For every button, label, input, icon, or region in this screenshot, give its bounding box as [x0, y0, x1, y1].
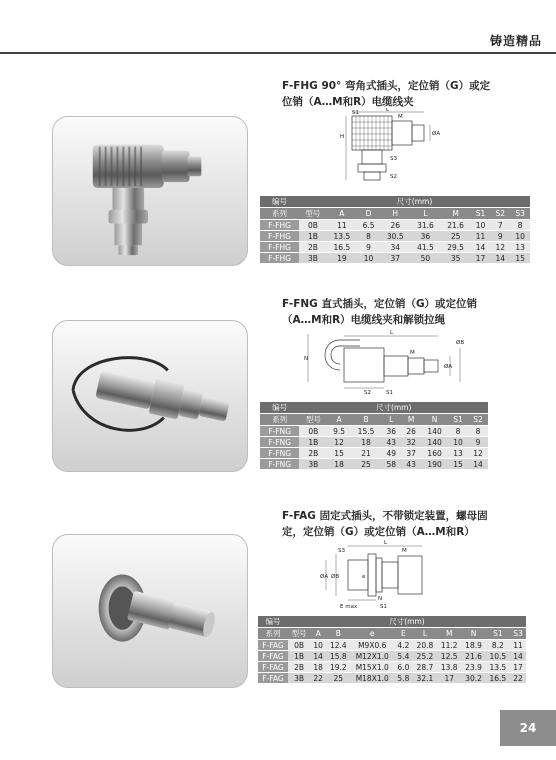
cell: 49	[381, 448, 401, 459]
cell: F-FHG	[260, 253, 299, 264]
col-header: A	[327, 414, 350, 426]
svg-text:S1: S1	[386, 390, 393, 396]
cell: 25	[351, 459, 381, 470]
product-photo-fng	[52, 320, 248, 472]
technical-drawing-fng	[300, 330, 470, 400]
col-header: L	[413, 628, 437, 640]
cell: 8	[468, 426, 488, 437]
cell: 12	[468, 448, 488, 459]
cell: 25.2	[413, 651, 437, 662]
cell: 29.5	[441, 242, 471, 253]
title-line: （A…M和R）电缆线夹和解锁拉绳	[282, 314, 446, 326]
svg-text:S2: S2	[364, 390, 371, 396]
cell: 5.8	[394, 673, 413, 684]
table-row	[260, 448, 488, 459]
cell: M9X0.6	[350, 640, 394, 651]
cell: 160	[421, 448, 448, 459]
cell: 22	[310, 673, 326, 684]
cell: 21	[351, 448, 381, 459]
col-header: L	[381, 414, 401, 426]
cell: F-FAG	[258, 673, 288, 684]
table-row	[258, 673, 526, 684]
cell: 12.5	[437, 651, 461, 662]
cell: 9	[357, 242, 380, 253]
cell: 15	[510, 253, 530, 264]
col-header: 型号	[288, 628, 310, 640]
table-row	[260, 426, 488, 437]
cell: 50	[410, 253, 440, 264]
svg-text:N: N	[304, 356, 309, 362]
spec-table-fag	[258, 616, 526, 684]
cell: 13	[510, 242, 530, 253]
svg-text:S3: S3	[338, 548, 345, 554]
cell: 18	[327, 459, 350, 470]
col-header: 系列	[258, 628, 288, 640]
cell: 19	[327, 253, 357, 264]
cell: 140	[421, 426, 448, 437]
cell: 4.2	[394, 640, 413, 651]
cell: 13.8	[437, 662, 461, 673]
cell: 3B	[288, 673, 310, 684]
table-corner-label: 编号	[260, 402, 299, 414]
cell: F-FAG	[258, 651, 288, 662]
cell: 2B	[288, 662, 310, 673]
cell: 12	[327, 437, 350, 448]
title-line: F-FAG 固定式插头，不带锁定装置，螺母固	[282, 510, 488, 522]
cell: M15X1.0	[350, 662, 394, 673]
col-header: 系列	[260, 414, 299, 426]
cell: 18.9	[461, 640, 485, 651]
technical-drawing-fhg	[332, 108, 472, 190]
svg-text:S2: S2	[390, 174, 397, 180]
cell: 140	[421, 437, 448, 448]
col-header: H	[380, 208, 410, 220]
cell: 58	[381, 459, 401, 470]
dimension-label: 尺寸(mm)	[299, 402, 488, 414]
cell: 14	[468, 459, 488, 470]
cell: F-FNG	[260, 426, 299, 437]
table-row	[260, 459, 488, 470]
cell: 1B	[299, 437, 327, 448]
col-header: S2	[490, 208, 510, 220]
cell: 8.2	[486, 640, 510, 651]
cell: 6.0	[394, 662, 413, 673]
cell: 34	[380, 242, 410, 253]
col-header: M	[441, 208, 471, 220]
title-line: 定，定位销（G）或定位销（A…M和R）	[282, 526, 475, 538]
table-row	[260, 242, 530, 253]
cell: 16.5	[327, 242, 357, 253]
svg-text:L: L	[390, 330, 394, 336]
cell: 36	[381, 426, 401, 437]
cell: 28.7	[413, 662, 437, 673]
cell: 32.1	[413, 673, 437, 684]
svg-text:E max: E max	[340, 604, 358, 610]
title-line: 位销（A…M和R）电缆线夹	[282, 96, 414, 108]
cell: 10	[510, 231, 530, 242]
svg-text:ØA: ØA	[432, 131, 441, 137]
cell: 43	[401, 459, 421, 470]
svg-text:M: M	[402, 548, 407, 554]
col-header: S1	[448, 414, 468, 426]
cell: 14	[510, 651, 526, 662]
cell: 22	[510, 673, 526, 684]
col-header: N	[461, 628, 485, 640]
table-corner-label: 编号	[260, 196, 299, 208]
cell: 14	[310, 651, 326, 662]
cell: 31.6	[410, 220, 440, 231]
cell: 8	[448, 426, 468, 437]
cell: F-FHG	[260, 220, 299, 231]
table-row	[258, 662, 526, 673]
section-title-fag	[282, 508, 488, 540]
table-row	[260, 231, 530, 242]
cell: 15.8	[326, 651, 350, 662]
svg-text:L: L	[384, 540, 388, 546]
cell: M18X1.0	[350, 673, 394, 684]
svg-text:ØA: ØA	[320, 574, 329, 580]
col-header: D	[357, 208, 380, 220]
cell: 15	[448, 459, 468, 470]
cell: 11	[510, 640, 526, 651]
cell: 36	[410, 231, 440, 242]
col-header: L	[410, 208, 440, 220]
technical-drawing-fag	[318, 538, 454, 612]
product-photo-fhg	[52, 116, 248, 266]
cell: 190	[421, 459, 448, 470]
spec-table-fhg	[260, 196, 530, 264]
col-header: 系列	[260, 208, 299, 220]
cell: 32	[401, 437, 421, 448]
cell: 10	[357, 253, 380, 264]
col-header: 型号	[299, 414, 327, 426]
cell: 2B	[299, 448, 327, 459]
cell: 41.5	[410, 242, 440, 253]
cell: 6.5	[357, 220, 380, 231]
col-header: B	[351, 414, 381, 426]
svg-text:M: M	[398, 114, 403, 120]
cell: 43	[381, 437, 401, 448]
spec-table-fng	[260, 402, 488, 470]
cell: 30.2	[461, 673, 485, 684]
cell: 26	[380, 220, 410, 231]
table-row	[260, 253, 530, 264]
table-row	[260, 437, 488, 448]
cell: F-FAG	[258, 662, 288, 673]
table-row	[258, 651, 526, 662]
cell: 9	[468, 437, 488, 448]
dimension-label: 尺寸(mm)	[288, 616, 526, 628]
col-header: A	[310, 628, 326, 640]
cell: 7	[490, 220, 510, 231]
cell: 26	[401, 426, 421, 437]
svg-text:H: H	[340, 134, 345, 140]
svg-text:ØA: ØA	[444, 364, 453, 370]
svg-text:M: M	[410, 350, 415, 356]
svg-text:ØB: ØB	[331, 574, 340, 580]
cell: 2B	[299, 242, 327, 253]
cell: 10	[448, 437, 468, 448]
cell: 37	[380, 253, 410, 264]
cell: 5.4	[394, 651, 413, 662]
cell: F-FHG	[260, 231, 299, 242]
cell: 12.4	[326, 640, 350, 651]
cell: 1B	[299, 231, 327, 242]
cell: 10.5	[486, 651, 510, 662]
top-rule	[0, 52, 556, 54]
svg-text:e: e	[362, 574, 366, 580]
cell: 10	[471, 220, 491, 231]
cell: 21.6	[441, 220, 471, 231]
cell: 11	[327, 220, 357, 231]
cell: 17	[510, 662, 526, 673]
section-title-fhg	[282, 78, 490, 110]
table-corner-label: 编号	[258, 616, 288, 628]
dimension-label: 尺寸(mm)	[299, 196, 530, 208]
col-header: S3	[510, 628, 526, 640]
cell: 19.2	[326, 662, 350, 673]
cell: 11.2	[437, 640, 461, 651]
cell: 15.5	[351, 426, 381, 437]
cell: 0B	[299, 426, 327, 437]
cell: 13.5	[327, 231, 357, 242]
cell: 30.5	[380, 231, 410, 242]
col-header: 型号	[299, 208, 327, 220]
title-line: F-FNG 直式插头，定位销（G）或定位销	[282, 298, 478, 310]
cell: 16.5	[486, 673, 510, 684]
cell: 12	[490, 242, 510, 253]
cell: 13.5	[486, 662, 510, 673]
cell: 3B	[299, 459, 327, 470]
cell: M12X1.0	[350, 651, 394, 662]
cell: 0B	[288, 640, 310, 651]
svg-text:ØB: ØB	[456, 340, 465, 346]
svg-text:S1: S1	[380, 604, 387, 610]
svg-text:S1: S1	[352, 110, 359, 116]
cell: 25	[441, 231, 471, 242]
table-row	[258, 640, 526, 651]
col-header: B	[326, 628, 350, 640]
col-header: S1	[486, 628, 510, 640]
cell: 20.8	[413, 640, 437, 651]
brand-label: 铸造精品	[489, 34, 542, 48]
cell: 17	[437, 673, 461, 684]
page-number: 24	[500, 710, 556, 746]
cell: 37	[401, 448, 421, 459]
col-header: S2	[468, 414, 488, 426]
cell: 25	[326, 673, 350, 684]
cell: 11	[471, 231, 491, 242]
cell: F-FNG	[260, 448, 299, 459]
cell: 8	[357, 231, 380, 242]
cell: 1B	[288, 651, 310, 662]
cell: 3B	[299, 253, 327, 264]
cell: 0B	[299, 220, 327, 231]
col-header: N	[421, 414, 448, 426]
col-header: M	[401, 414, 421, 426]
col-header: S1	[471, 208, 491, 220]
cell: 17	[471, 253, 491, 264]
title-line: F-FHG 90° 弯角式插头，定位销（G）或定	[282, 80, 491, 92]
cell: 9.5	[327, 426, 350, 437]
cell: F-FNG	[260, 437, 299, 448]
cell: F-FAG	[258, 640, 288, 651]
col-header: M	[437, 628, 461, 640]
product-photo-fag	[52, 534, 248, 688]
cell: 23.9	[461, 662, 485, 673]
svg-text:S3: S3	[390, 156, 397, 162]
cell: 9	[490, 231, 510, 242]
cell: 14	[471, 242, 491, 253]
svg-text:N: N	[378, 596, 383, 602]
cell: 35	[441, 253, 471, 264]
table-row	[260, 220, 530, 231]
col-header: S3	[510, 208, 530, 220]
section-title-fng	[282, 296, 477, 328]
cell: 8	[510, 220, 530, 231]
col-header: e	[350, 628, 394, 640]
cell: F-FHG	[260, 242, 299, 253]
col-header: A	[327, 208, 357, 220]
cell: 15	[327, 448, 350, 459]
col-header: E	[394, 628, 413, 640]
cell: 10	[310, 640, 326, 651]
cell: 14	[490, 253, 510, 264]
cell: 13	[448, 448, 468, 459]
cell: 18	[351, 437, 381, 448]
cell: 18	[310, 662, 326, 673]
svg-text:L: L	[386, 108, 390, 113]
cell: 21.6	[461, 651, 485, 662]
cell: F-FNG	[260, 459, 299, 470]
